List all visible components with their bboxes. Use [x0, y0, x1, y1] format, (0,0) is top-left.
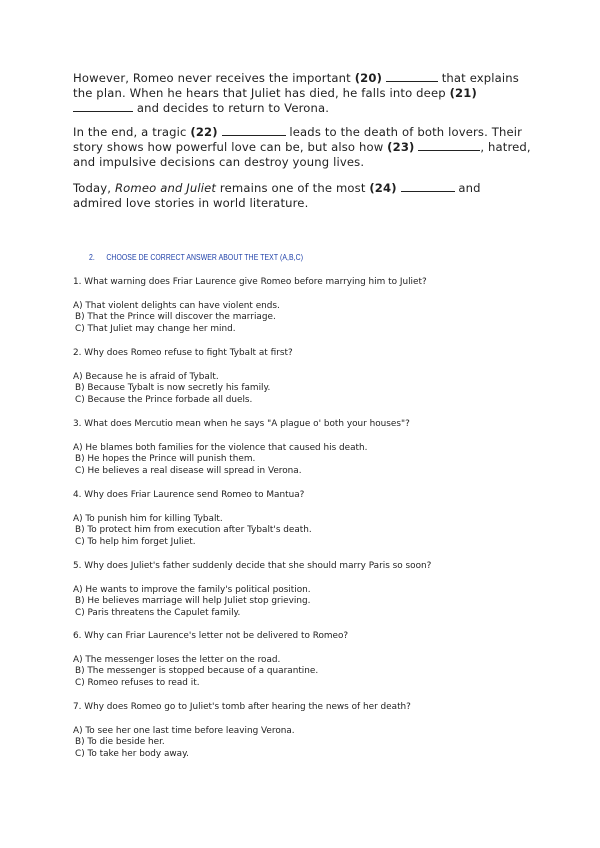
gap-number-20: (20) [354, 71, 383, 85]
passage-text: , hatred, and impulsive decisions can destroy young lives. [73, 140, 531, 169]
gap-blank-20[interactable] [386, 71, 438, 82]
play-title: Romeo and Juliet [114, 181, 217, 195]
passage-text: However, Romeo never receives the important [73, 71, 355, 85]
answer-option-a[interactable]: A) That violent delights can have violent ends. [73, 300, 280, 311]
answer-option-b[interactable]: B) To protect him from execution after Tybalt's death. [75, 525, 312, 536]
gap-blank-24[interactable] [401, 181, 455, 192]
gap-blank-21[interactable] [73, 101, 133, 112]
answer-option-c[interactable]: C) Paris threatens the Capulet family. [75, 607, 241, 618]
section-heading [89, 252, 303, 262]
answer-option-b[interactable]: B) That the Prince will discover the marriage. [75, 312, 276, 323]
answer-option-b[interactable]: B) To die beside her. [75, 737, 165, 748]
question-2 [73, 348, 543, 406]
question-text: 2. Why does Romeo refuse to fight Tybalt at first? [73, 348, 293, 358]
gap-number-22: (22) [190, 125, 218, 139]
passage-text: that explains the plan. When he hears that Juliet has died, he falls into deep [73, 71, 519, 100]
passage-paragraph-2 [73, 125, 533, 170]
question-4 [73, 490, 543, 548]
gap-number-23: (23) [387, 140, 415, 154]
answer-option-a[interactable]: A) He blames both families for the violence that caused his death. [73, 442, 368, 453]
question-text: 7. Why does Romeo go to Juliet's tomb after hearing the news of her death? [73, 702, 411, 712]
question-5 [73, 561, 543, 619]
answer-option-b[interactable]: B) The messenger is stopped because of a quarantine. [75, 666, 319, 677]
answer-option-c[interactable]: C) To help him forget Juliet. [75, 536, 196, 547]
passage-text: leads to the death of both lovers. Their story shows how powerful love can be, but also how [73, 125, 523, 154]
answer-option-a[interactable]: A) Because he is afraid of Tybalt. [73, 371, 219, 382]
passage-paragraph-1 [73, 71, 533, 116]
answer-option-c[interactable]: C) That Juliet may change her mind. [75, 323, 236, 334]
answer-option-b[interactable]: B) Because Tybalt is now secretly his family. [75, 383, 271, 394]
gap-number-21: (21) [449, 86, 477, 100]
gap-blank-23[interactable] [418, 140, 480, 151]
question-text: 4. Why does Friar Laurence send Romeo to Mantua? [73, 490, 305, 500]
question-text: 3. What does Mercutio mean when he says "A plague o' both your houses"? [73, 419, 410, 429]
question-text: 5. Why does Juliet's father suddenly decide that she should marry Paris so soon? [73, 561, 432, 571]
question-1 [73, 277, 543, 335]
question-6 [73, 631, 543, 689]
section-number: 2. [89, 252, 95, 262]
question-text: 6. Why can Friar Laurence's letter not be delivered to Romeo? [73, 631, 349, 641]
answer-option-b[interactable]: B) He hopes the Prince will punish them. [75, 454, 256, 465]
answer-option-c[interactable]: C) Because the Prince forbade all duels. [75, 394, 253, 405]
answer-option-c[interactable]: C) To take her body away. [75, 748, 189, 759]
question-text: 1. What warning does Friar Laurence give Romeo before marrying him to Juliet? [73, 277, 427, 287]
passage-text: In the end, a tragic [73, 125, 191, 139]
answer-option-c[interactable]: C) Romeo refuses to read it. [75, 677, 200, 688]
question-7 [73, 702, 543, 760]
section-title: CHOOSE DE CORRECT ANSWER ABOUT THE TEXT (A,B,C) [106, 252, 304, 262]
passage-paragraph-3 [73, 181, 533, 211]
question-3 [73, 419, 543, 477]
answer-option-a[interactable]: A) To punish him for killing Tybalt. [73, 513, 223, 524]
passage-text: remains one of the most [216, 181, 370, 195]
answer-option-a[interactable]: A) The messenger loses the letter on the road. [73, 654, 281, 665]
answer-option-a[interactable]: A) He wants to improve the family's political position. [73, 584, 311, 595]
gap-number-24: (24) [369, 181, 397, 195]
passage-text: and decides to return to Verona. [133, 101, 330, 115]
answer-option-a[interactable]: A) To see her one last time before leaving Verona. [73, 725, 295, 736]
gap-blank-22[interactable] [222, 125, 286, 136]
answer-option-b[interactable]: B) He believes marriage will help Juliet stop grieving. [75, 596, 311, 607]
passage-text: Today, [73, 181, 115, 195]
answer-option-c[interactable]: C) He believes a real disease will spread in Verona. [75, 465, 302, 476]
passage-text: and admired love stories in world literature. [73, 181, 481, 210]
